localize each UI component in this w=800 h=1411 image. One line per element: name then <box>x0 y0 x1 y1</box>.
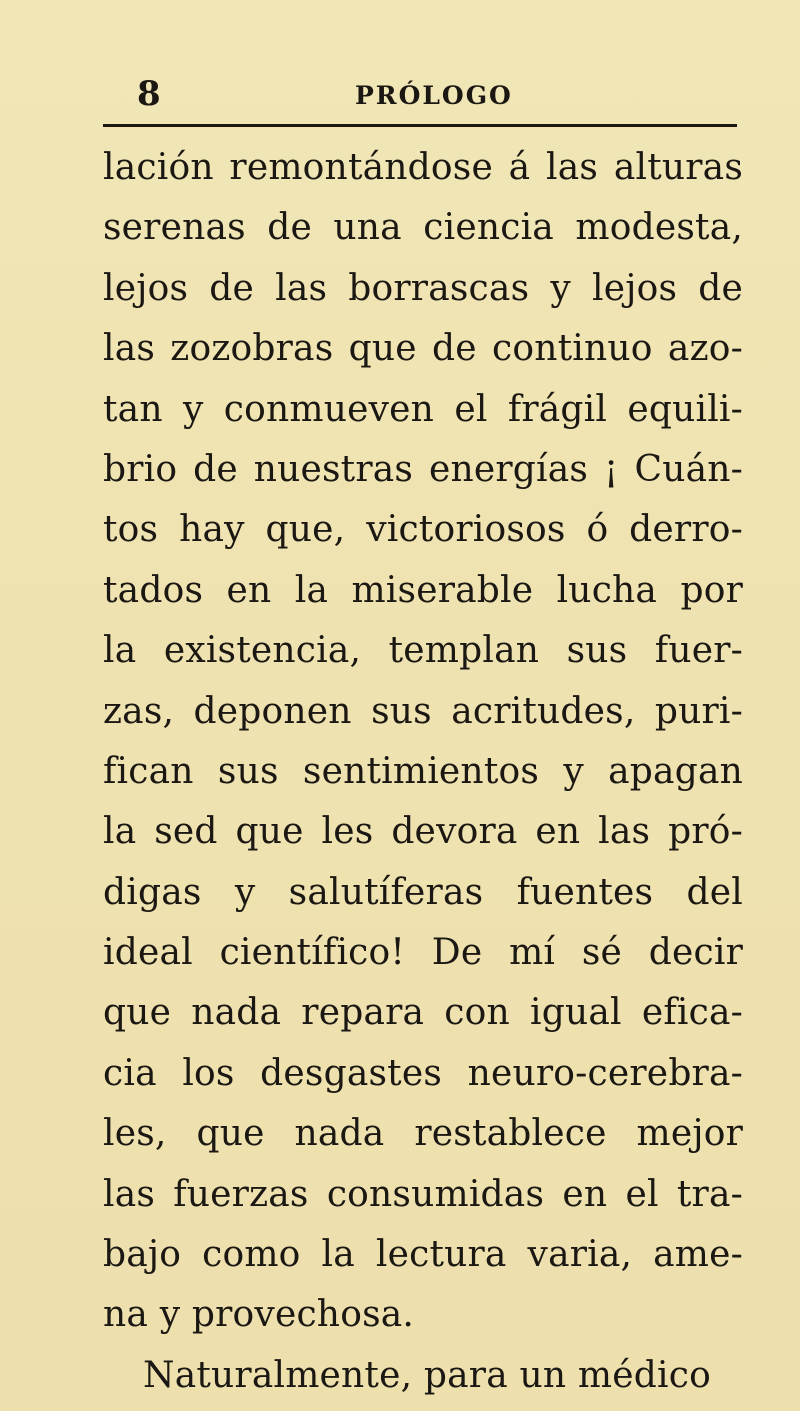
body-text <box>103 138 743 1406</box>
text-line: les, que nada restablece mejor <box>103 1113 743 1155</box>
text-line: lejos de las borrascas y lejos de <box>103 267 743 309</box>
text-line: la existencia, templan sus fuer- <box>103 630 743 672</box>
text-line: na y provechosa. <box>103 1294 415 1336</box>
text-line: bajo como la lectura varia, ame- <box>103 1234 743 1276</box>
text-line: zas, deponen sus acritudes, puri- <box>103 690 743 732</box>
text-line: cia los desgastes neuro-cerebra- <box>103 1052 743 1094</box>
text-line: que nada repara con igual efica- <box>103 992 743 1034</box>
text-line: tados en la miserable lucha por <box>103 569 743 611</box>
text-line: serenas de una ciencia modesta, <box>103 207 743 249</box>
text-line: ideal científico! De mí sé decir <box>103 932 743 974</box>
text-line: tos hay que, victoriosos ó derro- <box>103 509 743 551</box>
text-line: tan y conmueven el frágil equili- <box>103 388 743 430</box>
text-line: las zozobras que de continuo azo- <box>103 328 743 370</box>
running-title: PRÓLOGO <box>355 81 513 110</box>
header-rule <box>103 124 737 127</box>
text-line: la sed que les devora en las pró- <box>103 811 743 853</box>
text-line: brio de nuestras energías ¡ Cuán- <box>103 448 743 490</box>
paragraph-first-line: Naturalmente, para un médico <box>143 1354 711 1396</box>
text-line: fican sus sentimientos y apagan <box>103 750 743 792</box>
running-head <box>100 70 740 118</box>
page-number: 8 <box>137 74 161 114</box>
text-line: digas y salutíferas fuentes del <box>103 871 743 913</box>
text-line: lación remontándose á las alturas <box>103 147 743 188</box>
text-line: las fuerzas consumidas en el tra- <box>103 1173 743 1215</box>
